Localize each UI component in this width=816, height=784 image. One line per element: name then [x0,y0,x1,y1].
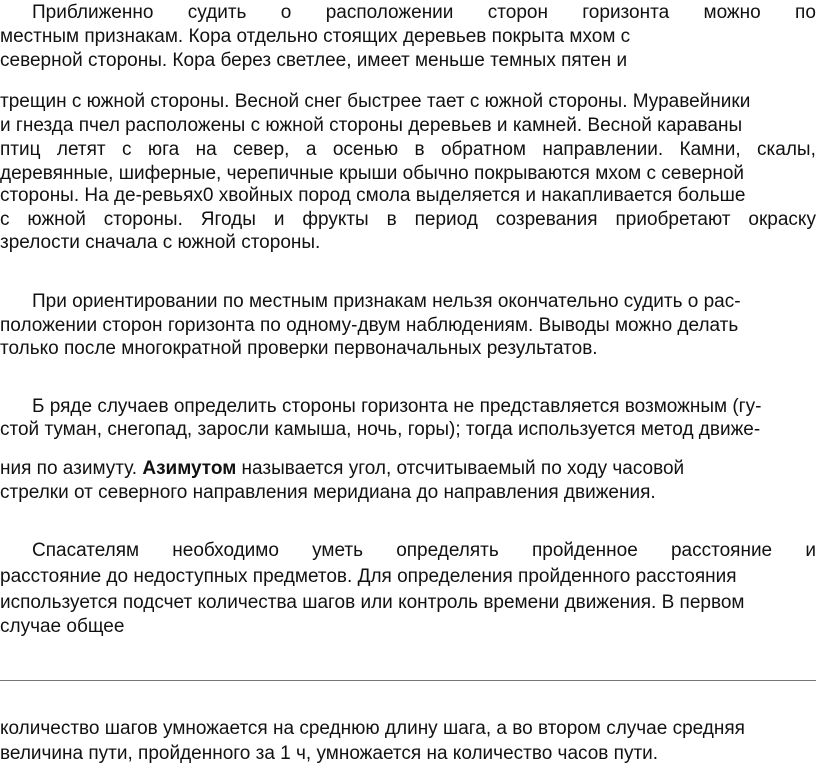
p5-line-1 [32,539,816,563]
p3-line-1: При ориентировании по местным признакам нельзя окончательно судить о рас- [32,291,741,312]
word: Спасателям [32,540,140,561]
word: обратном [440,139,526,160]
word: и [805,540,816,561]
p4-line-3-lead: ния по азимуту. [0,458,143,479]
word: стороны. [103,209,183,230]
word: судить [187,2,247,23]
word: Приближенно [32,2,154,23]
word: необходимо [172,540,279,561]
p2-line-3 [0,138,816,162]
word: осенью [332,139,399,160]
p2-line-1: трещин с южной стороны. Весной снег быстрее тает с южной стороны. Муравейники [0,91,751,112]
azimuth-term: Азимутом [142,458,237,479]
word: летят [56,139,106,160]
word: Камни, [679,139,741,160]
p2-line-7: зрелости сначала с южной стороны. [0,232,321,253]
word: север, [233,139,290,160]
word: Ягоды [200,209,256,230]
word: горизонта [582,2,670,23]
p4-line-1: Б ряде случаев определить стороны горизонта не представляется возможным (гу- [32,396,762,417]
p2-line-4: деревянные, шиферные, черепичные крыши обычно покрываются мхом с северной [0,163,745,184]
p3-line-2: положении сторон горизонта по одному-двум наблюдениям. Выводы можно делать [0,315,739,336]
word: можно [703,2,761,23]
page-divider [0,680,816,681]
p1-line-1 [32,1,816,25]
p4-line-4: стрелки от северного направления меридиана до направления движения. [0,482,656,503]
p6-line-1: количество шагов умножается на среднюю длину шага, а во втором случае средняя [0,718,745,739]
word: созревания [495,209,598,230]
p2-line-6 [0,208,816,232]
word: уметь [312,540,364,561]
word: определять [396,540,499,561]
word: на [195,139,217,160]
word: направлении. [542,139,664,160]
word: южной [27,209,86,230]
word: скалы, [757,139,816,160]
word: в [386,209,397,230]
word: приобретают [615,209,731,230]
word: с [122,139,132,160]
word: в [414,139,425,160]
word: о [280,2,292,23]
p5-line-2: расстояние до недоступных предметов. Для определения пройденного расстояния [0,566,737,587]
p4-line-2: стой туман, снегопад, заросли камыша, ночь, горы); тогда используется метод движе- [0,419,761,440]
p4-line-3-tail: называется угол, отсчитываемый по ходу часовой [236,458,685,479]
p2-line-2: и гнезда пчел расположены с южной стороны деревьев и камней. Весной караваны [0,115,743,136]
p6-line-2: величина пути, пройденного за 1 ч, умножается на количество часов пути. [0,743,659,764]
word: по [795,2,816,23]
word: птиц [0,139,41,160]
word: период [414,209,478,230]
word: окраску [748,209,816,230]
p4-line-3 [0,457,684,481]
word: расстояние [670,540,773,561]
word: фрукты [302,209,369,230]
word: пройденное [531,540,638,561]
word: а [305,139,317,160]
p2-line-5: стороны. На де-ревьях0 хвойных пород смола выделяется и накапливается больше [0,185,746,206]
p3-line-3: только после многократной проверки первоначальных результатов. [0,338,598,359]
word: сторон [487,2,548,23]
p5-line-3: используется подсчет количества шагов или контроль времени движения. В первом [0,592,745,613]
word: и [273,209,285,230]
word: юга [147,139,180,160]
word: с [0,209,10,230]
p5-line-4: случае общее [0,616,125,637]
p1-line-3: северной стороны. Кора берез светлее, имеет меньше темных пятен и [0,50,628,71]
p1-line-2: местным признакам. Кора отдельно стоящих деревьев покрыта мхом с [0,26,631,47]
word: расположении [325,2,454,23]
